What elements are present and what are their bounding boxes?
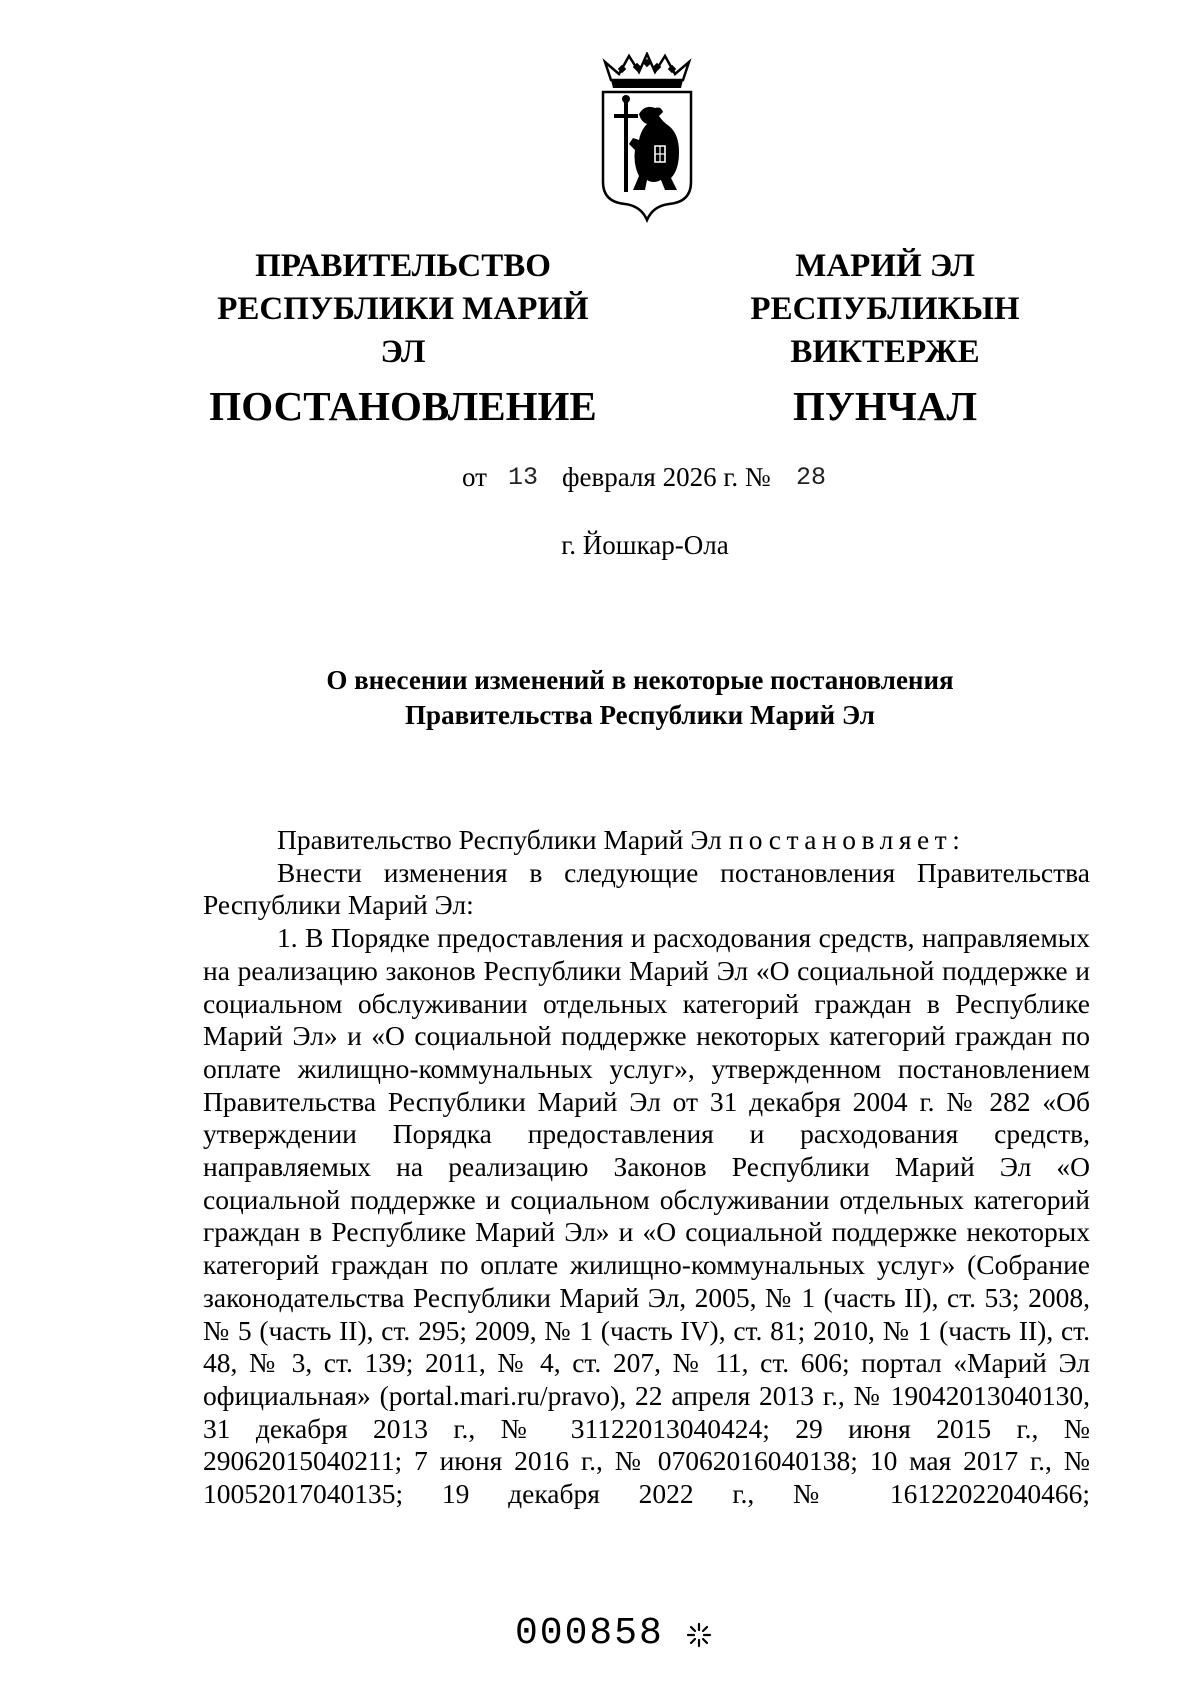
intro-decree-word: постановляет: [728,824,966,855]
org-name-ru-line2: РЕСПУБЛИКИ МАРИЙ ЭЛ [217,291,589,370]
city-name: г. Йошкар-Ола [561,530,729,560]
date-day: 13 [508,463,539,492]
intro-text: Правительство Республики Марий Эл [277,824,722,855]
org-name-mari-line1: МАРИЙ ЭЛ РЕСПУБЛИКЫН [750,248,1020,327]
intro-paragraph [203,824,1090,857]
asterisk-mark-icon [686,1622,712,1648]
paragraph-3: 1. В Порядке предоставления и расходования средств, направляемых на реализацию законов Республики Марий Эл «О социальной поддержке и социальном обслуживании отдельных категорий граждан в Республике Марий Эл» и «О социальной поддержке некоторых категорий граждан по оплате жилищно-коммунальных услуг», утвержденном постановлением Правительства Республики Марий Эл от 31 декабря 2004 г. № 282 «Об утверждении Порядка предоставления и расходования средств, направляемых на реализацию Законов Республики Марий Эл «О социальной поддержке и социальном обслуживании отдельных категорий граждан в Республике Марий Эл» и «О социальной поддержке некоторых категорий граждан по оплате жилищно-коммунальных услуг» (Собрание законодательства Республики Марий Эл, 2005, № 1 (часть II), ст. 53; 2008, № 5 (часть II), ст. 295; 2009, № 1 (часть IV), ст. 81; 2010, № 1 (часть II), ст. 48, № 3, ст. 139; 2011, № 4, ст. 207, № 11, ст. 606; портал «Марий Эл официальная» (portal.mari.ru/pravo), 22 апреля 2013 г., № 19042013040130, 31 декабря 2013 г., № 31122013040424; 29 июня 2015 г., № 29062015040211; 7 июня 2016 г., № 07062016040138; 10 мая 2017 г., № 10052017040135; 19 декабря 2022 г., № 16122022040466; [203,922,1090,1510]
header-left [205,245,601,430]
date-prefix: от [462,462,487,492]
coat-of-arms-icon [599,52,695,227]
document-title [200,663,1080,733]
doc-type-mari: ПУНЧАЛ [792,383,978,429]
org-name-ru-line1: ПРАВИТЕЛЬСТВО [255,248,551,284]
document-number: 28 [796,463,827,492]
doc-type-ru: ПОСТАНОВЛЕНИЕ [209,383,597,429]
document-body [203,824,1090,1511]
org-name-mari-line2: ВИКТЕРЖЕ [790,334,980,370]
serial-number: 000858 [515,1612,664,1655]
paragraph-2: Внести изменения в следующие постановления Правительства Республики Марий Эл: [203,856,1090,921]
title-line-1: О внесении изменений в некоторые постановления [326,665,954,695]
title-line-2: Правительства Республики Марий Эл [405,700,875,730]
date-month-year: февраля 2026 г. № [562,462,771,492]
header-right [665,245,1105,430]
